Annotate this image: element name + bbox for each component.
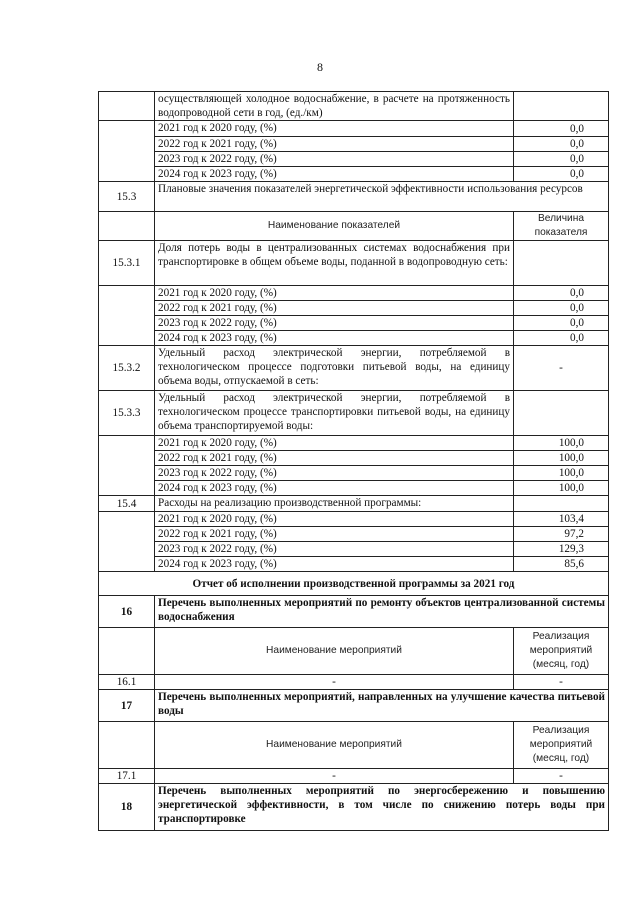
row-number: 17.1 xyxy=(99,769,155,784)
row-label: 2022 год к 2021 году, (%) xyxy=(155,527,514,542)
column-header-value: Реализация мероприятий (месяц, год) xyxy=(514,628,609,675)
row-value: 100,0 xyxy=(514,436,609,451)
row-value: 0,0 xyxy=(514,167,609,182)
section-text: Удельный расход электрической энергии, потребляемой в технологическом процессе транспортировки питьевой воды, на единицу объема транспортируемой воды: xyxy=(155,391,514,436)
row-name: - xyxy=(155,675,514,690)
row-label: 2023 год к 2022 году, (%) xyxy=(155,542,514,557)
row-value: 0,0 xyxy=(514,331,609,346)
row-label: 2024 год к 2023 году, (%) xyxy=(155,331,514,346)
row-label: 2021 год к 2020 году, (%) xyxy=(155,286,514,301)
row-value: 100,0 xyxy=(514,481,609,496)
row-value: 0,0 xyxy=(514,137,609,152)
section-text: Перечень выполненных мероприятий по энергосбережению и повышению энергетической эффективности, в том числе по снижению потерь воды при транспортировке xyxy=(155,784,609,831)
row-label: 2024 год к 2023 году, (%) xyxy=(155,557,514,572)
section-number: 18 xyxy=(99,784,155,831)
column-header-name: Наименование показателей xyxy=(155,212,514,241)
section-text: Перечень выполненных мероприятий по ремонту объектов централизованной системы водоснабжения xyxy=(155,596,609,628)
row-value: 0,0 xyxy=(514,316,609,331)
row-value: - xyxy=(514,675,609,690)
row-label: 2024 год к 2023 году, (%) xyxy=(155,481,514,496)
row-value: 100,0 xyxy=(514,466,609,481)
row-value: 0,0 xyxy=(514,121,609,137)
row-name: - xyxy=(155,769,514,784)
section-number: 15.3.2 xyxy=(99,346,155,391)
section-number: 16 xyxy=(99,596,155,628)
row-value: 85,6 xyxy=(514,557,609,572)
section-number: 15.3 xyxy=(99,182,155,212)
column-header-value: Величина показателя xyxy=(514,212,609,241)
row-value: 129,3 xyxy=(514,542,609,557)
report-title: Отчет об исполнении производственной программы за 2021 год xyxy=(99,572,609,596)
continued-text: осуществляющей холодное водоснабжение, в расчете на протяженность водопроводной сети в год, (ед./км) xyxy=(155,92,514,121)
row-label: 2022 год к 2021 году, (%) xyxy=(155,301,514,316)
row-label: 2024 год к 2023 году, (%) xyxy=(155,167,514,182)
section-number: 15.3.1 xyxy=(99,241,155,286)
row-value: 103,4 xyxy=(514,512,609,527)
cell-empty xyxy=(99,92,155,121)
column-header-name: Наименование мероприятий xyxy=(155,628,514,675)
row-value: 0,0 xyxy=(514,152,609,167)
row-value: 0,0 xyxy=(514,286,609,301)
section-text: Удельный расход электрической энергии, потребляемой в технологическом процессе подготовки питьевой воды, на единицу объема воды, отпускаемой в сеть: xyxy=(155,346,514,391)
section-number: 17 xyxy=(99,690,155,722)
section-text: Плановые значения показателей энергетической эффективности использования ресурсов xyxy=(155,182,609,212)
row-value: 100,0 xyxy=(514,451,609,466)
section-text: Перечень выполненных мероприятий, направленных на улучшение качества питьевой воды xyxy=(155,690,609,722)
section-number: 15.3.3 xyxy=(99,391,155,436)
row-label: 2022 год к 2021 году, (%) xyxy=(155,451,514,466)
row-number: 16.1 xyxy=(99,675,155,690)
indicators-table xyxy=(98,91,609,831)
row-value: - xyxy=(514,769,609,784)
row-label: 2023 год к 2022 году, (%) xyxy=(155,466,514,481)
row-label: 2023 год к 2022 году, (%) xyxy=(155,152,514,167)
row-label: 2021 год к 2020 году, (%) xyxy=(155,512,514,527)
row-value: 97,2 xyxy=(514,527,609,542)
section-value: - xyxy=(514,346,609,391)
row-label: 2021 год к 2020 году, (%) xyxy=(155,121,514,137)
page-number: 8 xyxy=(317,60,323,74)
section-text: Доля потерь воды в централизованных системах водоснабжения при транспортировке в общем объеме воды, поданной в водопроводную сеть: xyxy=(155,241,514,286)
row-value: 0,0 xyxy=(514,301,609,316)
section-number: 15.4 xyxy=(99,496,155,512)
row-label: 2023 год к 2022 году, (%) xyxy=(155,316,514,331)
row-label: 2022 год к 2021 году, (%) xyxy=(155,137,514,152)
row-label: 2021 год к 2020 году, (%) xyxy=(155,436,514,451)
column-header-value: Реализация мероприятий (месяц, год) xyxy=(514,722,609,769)
section-text: Расходы на реализацию производственной программы: xyxy=(155,496,514,512)
column-header-name: Наименование мероприятий xyxy=(155,722,514,769)
